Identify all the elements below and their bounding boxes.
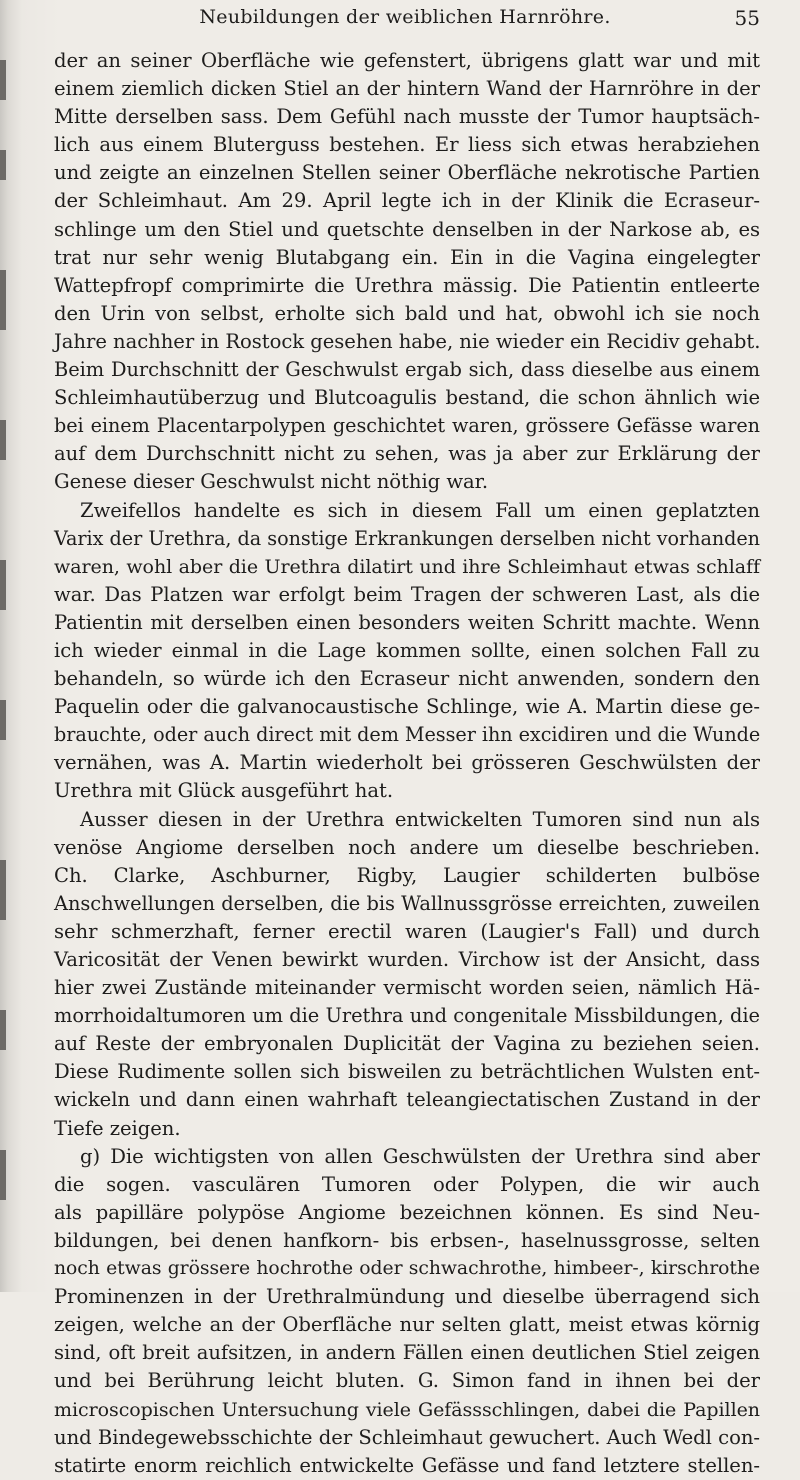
text-line: war. Das Platzen war erfolgt beim Tragen der schweren Last, als die [54,582,760,606]
binding-shadow [0,420,6,460]
text-line: Patientin mit derselben einen besonders weiten Schritt machte. Wenn [54,610,760,634]
text-line: sehr schmerzhaft, ferner erectil waren (Laugier's Fall) und durch [54,919,760,943]
binding-shadow [0,860,6,920]
text-line: den Urin von selbst, erholte sich bald und hat, obwohl ich sie noch [54,301,760,325]
text-line: vernähen, was A. Martin wiederholt bei grösseren Geschwülsten der [54,751,760,775]
binding-shadow [0,60,6,100]
binding-shadow [0,560,6,610]
text-line: Beim Durchschnitt der Geschwulst ergab sich, dass dieselbe aus einem [54,358,760,382]
text-line: die sogen. vasculären Tumoren oder Polypen, die wir auch [54,1172,760,1196]
binding-shadow [0,1010,6,1050]
text-line: g) Die wichtigsten von allen Geschwülsten der Urethra sind aber [80,1144,760,1168]
text-line: Ch. Clarke, Aschburner, Rigby, Laugier schilderten bulböse [54,863,760,887]
text-line: Diese Rudimente sollen sich bisweilen zu beträchtlichen Wulsten ent- [54,1060,760,1084]
text-line: der an seiner Oberfläche wie gefenstert, übrigens glatt war und mit [54,49,760,72]
text-line: statirte enorm reichlich entwickelte Gefässe und fand letztere stellen- [54,1453,760,1477]
text-line: waren, wohl aber die Urethra dilatirt und ihre Schleimhaut etwas schlaff [54,555,760,578]
text-line: Genese dieser Geschwulst nicht nöthig war. [54,470,489,494]
text-line: hier zwei Zustände miteinander vermischt worden seien, nämlich Hä- [54,976,760,1000]
binding-shadow [0,150,6,180]
text-line: brauchte, oder auch direct mit dem Messer ihn excidiren und die Wunde [54,723,761,747]
running-title: Neubildungen der weiblichen Harnröhre. [199,6,611,28]
text-line: Mitte derselben sass. Dem Gefühl nach musste der Tumor hauptsäch- [54,105,760,129]
text-line: morrhoidaltumoren um die Urethra und congenitale Missbildungen, die [54,1004,760,1028]
text-line: bei einem Placentarpolypen geschichtet waren, grössere Gefässe waren [54,414,760,438]
text-line: ich wieder einmal in die Lage kommen sollte, einen solchen Fall zu [54,638,760,662]
text-line: Schleimhautüberzug und Blutcoagulis bestand, die schon ähnlich wie [54,386,760,410]
text-line: Varix der Urethra, da sonstige Erkrankungen derselben nicht vorhanden [54,526,760,550]
text-line: und Bindegewebsschichte der Schleimhaut gewuchert. Auch Wedl con- [54,1425,760,1449]
page-header [50,4,760,36]
text-line: venöse Angiome derselben noch andere um dieselbe beschrieben. [54,835,760,859]
text-line: Anschwellungen derselben, die bis Wallnussgrösse erreichten, zuweilen [54,891,760,915]
text-line: behandeln, so würde ich den Ecraseur nicht anwenden, sondern den [54,667,760,691]
binding-shadow [0,1150,6,1200]
text-line: schlinge um den Stiel und quetschte denselben in der Narkose ab, es [54,217,760,241]
text-line: Wattepfropf comprimirte die Urethra mässig. Die Patientin entleerte [54,273,760,297]
text-line: und zeigte an einzelnen Stellen seiner Oberfläche nekrotische Partien [54,161,760,185]
text-line: Zweifellos handelte es sich in diesem Fall um einen geplatzten [80,498,760,522]
text-line: lich aus einem Bluterguss bestehen. Er liess sich etwas herabziehen [54,133,760,157]
text-line: wickeln und dann einen wahrhaft teleangiectatischen Zustand in der [54,1088,760,1112]
text-line: Urethra mit Glück ausgeführt hat. [54,779,394,803]
text-line: der Schleimhaut. Am 29. April legte ich in der Klinik die Ecraseur- [54,189,760,213]
text-line: auf Reste der embryonalen Duplicität der Vagina zu beziehen seien. [54,1032,760,1056]
text-line: auf dem Durchschnitt nicht zu sehen, was ja aber zur Erklärung der [54,442,760,466]
text-line: noch etwas grössere hochrothe oder schwachrothe, himbeer-, kirschrothe [54,1258,760,1280]
text-line: als papilläre polypöse Angiome bezeichnen können. Es sind Neu- [54,1200,760,1224]
text-line: Tiefe zeigen. [54,1116,181,1140]
text-line: Paquelin oder die galvanocaustische Schlinge, wie A. Martin diese ge- [54,695,760,719]
body-text [54,47,760,1480]
text-line: Ausser diesen in der Urethra entwickelten Tumoren sind nun als [80,807,760,831]
text-line: einem ziemlich dicken Stiel an der hintern Wand der Harnröhre in der [54,77,760,101]
text-line: microscopischen Untersuchung viele Gefässschlingen, dabei die Papillen [54,1398,760,1421]
text-line: Varicosität der Venen bewirkt wurden. Virchow ist der Ansicht, dass [54,948,760,971]
text-line: sind, oft breit aufsitzen, in andern Fällen einen deutlichen Stiel zeigen [54,1341,760,1365]
text-line: bildungen, bei denen hanfkorn- bis erbsen-, haselnussgrosse, selten [54,1228,760,1252]
page-number: 55 [734,6,760,30]
text-line: Jahre nachher in Rostock gesehen habe, nie wieder ein Recidiv gehabt. [54,329,761,353]
text-line: und bei Berührung leicht bluten. G. Simon fand in ihnen bei der [54,1369,760,1393]
binding-shadow [0,270,6,330]
text-line: zeigen, welche an der Oberfläche nur selten glatt, meist etwas körnig [54,1313,760,1337]
text-line: trat nur sehr wenig Blutabgang ein. Ein in die Vagina eingelegter [54,245,760,269]
text-line: Prominenzen in der Urethralmündung und dieselbe überragend sich [54,1285,760,1309]
binding-shadow [0,700,6,740]
